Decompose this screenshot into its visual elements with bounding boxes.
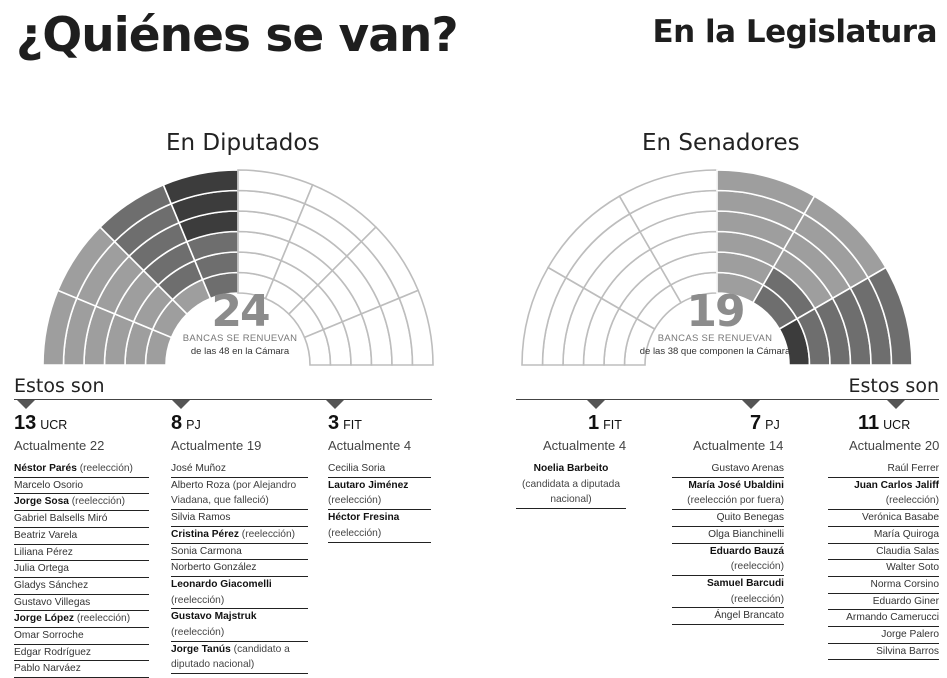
list-item [171,560,308,577]
sen-party-ucr [858,412,910,435]
diputados-estos-son: Estos son [14,375,105,397]
list-item [14,595,149,612]
ucr-marker [17,400,35,409]
member-note: (reelección por fuera) [687,495,784,507]
list-item [672,461,784,478]
senadores-title: En Senadores [642,130,800,156]
member-note: (reelección) [730,593,784,605]
party-name: FIT [343,418,362,432]
member-name: Walter Soto [886,562,939,574]
pj-marker [172,400,190,409]
list-item [828,461,939,478]
party-count: 8 [171,412,183,434]
list-item [828,644,939,661]
party-name: FIT [603,418,622,432]
member-name: José Muñoz [171,463,226,474]
member-name: Alberto Roza [171,479,230,491]
senadores-renew-sub: de las 38 que componen la Cámara [639,346,791,357]
list-item [171,577,308,609]
member-name: Jorge Tanús [171,643,231,655]
page-title: ¿Quiénes se van? [16,8,458,63]
member-name: Gustavo Majstruk [171,611,257,623]
member-name: Cecilia Soria [328,463,386,474]
list-item [672,576,784,608]
list-item [828,527,939,544]
member-name: Marcelo Osorio [14,479,84,491]
member-name: Gustavo Arenas [711,463,784,474]
member-name: Armando Camerucci [846,612,939,624]
list-item [14,461,149,478]
member-name: Raúl Ferrer [887,463,939,474]
list-item [14,545,149,562]
sen-fit-actual: Actualmente 4 [543,438,627,453]
party-name: PJ [186,418,201,432]
member-name: Claudia Salas [876,545,939,557]
list-item [14,645,149,662]
member-note: (reelección) [730,561,784,573]
list-item [828,510,939,527]
list-item [672,544,784,576]
list-item [14,578,149,595]
member-note: (por Alejandro Viadana, que falleció) [171,479,297,507]
member-name: Olga Bianchinelli [708,528,784,540]
dip-party-ucr [14,412,67,435]
dip-pj-actual: Actualmente 19 [171,438,262,453]
list-item [14,494,149,511]
member-name: Verónica Basabe [861,512,939,524]
member-name: Eduardo Bauzá [709,545,784,557]
member-name: Ángel Brancato [714,610,784,622]
member-note: (reelección) [885,495,939,507]
member-name: Quito Benegas [716,512,784,524]
list-item [171,461,308,478]
list-item [672,608,784,625]
list-item [14,511,149,528]
diputados-renew-number: 24 [211,286,269,337]
diputados-renew-label: BANCAS SE RENUEVAN [182,333,298,344]
member-note: (reelección) [171,627,225,639]
list-item [171,510,308,527]
member-name: Gabriel Balsells Miró [14,513,108,525]
list-item [828,478,939,510]
member-name: Omar Sorroche [14,630,84,642]
list-item [171,478,308,510]
list-item [328,461,431,478]
member-note: (reelección) [79,463,133,474]
member-name: Eduardo Giner [872,595,939,607]
member-name: Héctor Fresina [328,512,400,524]
party-name: PJ [765,418,780,432]
list-item [828,560,939,577]
sen-fit-list [516,461,626,509]
list-item [14,561,149,578]
party-count: 1 [588,412,600,434]
party-count: 11 [858,412,880,434]
list-item [828,544,939,561]
member-note: (reelección) [76,613,131,625]
member-note: (candidato a diputado nacional) [171,643,290,671]
list-item [328,478,431,510]
member-name: Julia Ortega [14,563,69,575]
member-name: Noelia Barbeito [533,463,609,474]
member-name: Edgar Rodríguez [14,646,92,658]
list-item [516,461,626,509]
sen-fit-marker [587,400,605,409]
member-name: Norma Corsino [870,578,939,590]
senadores-estos-son: Estos son [848,375,939,397]
member-note: (reelección) [328,527,382,539]
senadores-rule [516,399,939,400]
member-name: Pablo Narváez [14,663,81,675]
member-name: María Quiroga [873,528,939,540]
list-item [828,594,939,611]
list-item [672,510,784,527]
sen-pj-list [672,461,784,625]
member-name: Sonia Carmona [171,545,242,557]
party-count: 13 [14,412,37,434]
member-name: Cristina Pérez [171,528,239,540]
list-item [828,627,939,644]
senadores-renew-label: BANCAS SE RENUEVAN [657,333,773,344]
party-name: UCR [40,418,68,432]
list-item [14,478,149,495]
member-name: Leonardo Giacomelli [171,578,272,590]
senadores-renew-number: 19 [686,286,744,337]
sen-ucr-actual: Actualmente 20 [849,438,940,453]
member-note: (candidata a diputada nacional) [522,478,620,506]
dip-fit-actual: Actualmente 4 [328,438,412,453]
member-name: Jorge Palero [881,629,939,641]
dip-ucr-list [14,461,149,678]
list-item [171,642,308,674]
dip-ucr-actual: Actualmente 22 [14,438,105,453]
sen-ucr-marker [887,400,905,409]
list-item [828,577,939,594]
sen-party-pj [750,412,780,435]
list-item [672,478,784,510]
member-note: (reelección) [241,528,296,540]
member-name: Norberto González [171,562,257,574]
list-item [14,611,149,628]
dip-fit-list [328,461,431,543]
member-name: Gustavo Villegas [14,596,91,608]
member-name: Liliana Pérez [14,546,73,558]
member-name: Jorge Sosa [14,496,69,508]
member-name: Juan Carlos Jaliff [854,479,939,491]
member-name: Silvina Barros [876,645,939,657]
list-item [171,527,308,544]
member-note: (reelección) [171,594,225,606]
party-count: 7 [750,412,762,434]
member-name: Néstor Parés [14,463,77,474]
dip-pj-list [171,461,308,674]
member-name: Beatriz Varela [14,529,78,541]
sen-ucr-list [828,461,939,660]
list-item [14,628,149,645]
list-item [14,661,149,678]
member-note: (reelección) [71,496,126,508]
sen-party-fit [588,412,622,435]
party-name: UCR [883,418,911,432]
member-name: María José Ubaldini [688,479,784,491]
diputados-rule [14,399,432,400]
member-name: Silvia Ramos [171,512,231,524]
list-item [14,528,149,545]
sen-pj-actual: Actualmente 14 [693,438,784,453]
party-count: 3 [328,412,340,434]
diputados-title: En Diputados [166,130,320,156]
sen-pj-marker [742,400,760,409]
list-item [328,510,431,542]
list-item [171,544,308,561]
member-name: Samuel Barcudi [707,577,784,589]
list-item [171,609,308,641]
member-name: Lautaro Jiménez [328,479,409,491]
list-item [672,527,784,544]
dip-party-pj [171,412,201,435]
dip-party-fit [328,412,362,435]
fit-marker [326,400,344,409]
diputados-renew-sub: de las 48 en la Cámara [190,346,290,357]
member-name: Gladys Sánchez [14,579,89,591]
page-title-right: En la Legislatura [652,14,937,50]
member-name: Jorge López [14,613,75,625]
list-item [828,610,939,627]
member-note: (reelección) [328,495,382,507]
